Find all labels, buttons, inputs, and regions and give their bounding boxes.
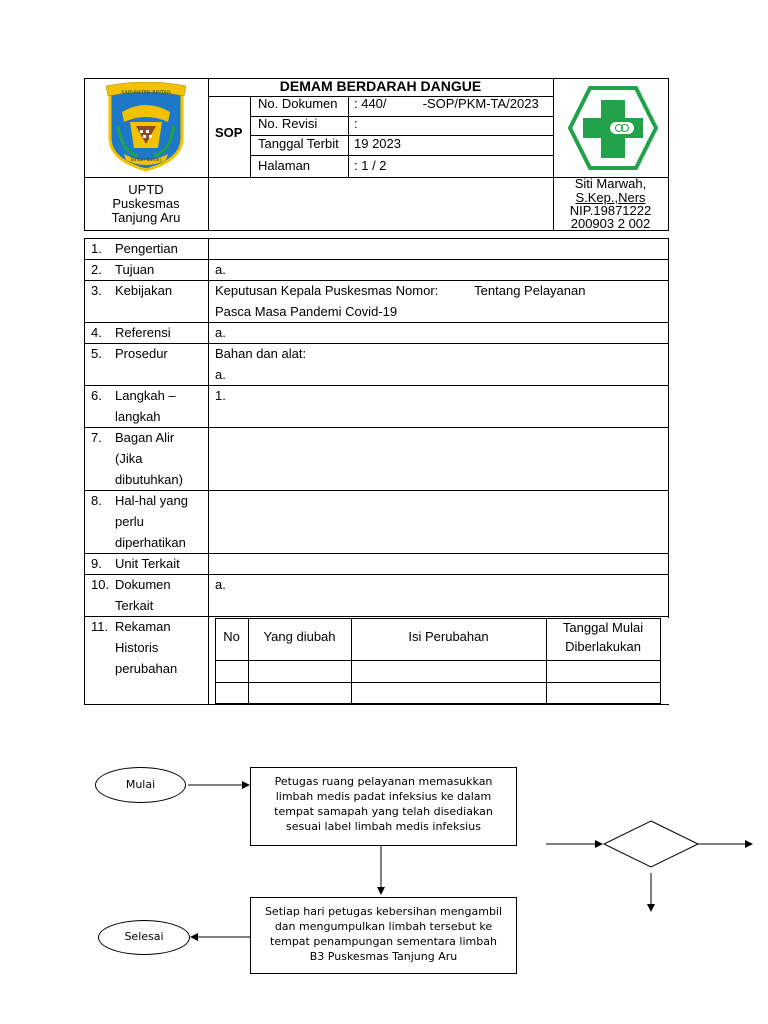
org-name-line: UPTD [128,182,164,197]
end-label: Selesai [124,930,164,943]
history-header-date: Tanggal Mulai [562,620,644,635]
step1-text-line: sesuai label limbah medis infeksius [286,820,481,833]
kabupaten-logo [104,82,188,172]
section-number: 9. [91,556,102,571]
section-label: Unit Terkait [115,556,180,571]
section-label: Dokumen [115,577,171,592]
section-content: a. [215,262,226,277]
section-label: perlu [115,514,144,529]
history-header-no: No [223,629,240,644]
section-number: 8. [91,493,102,508]
section-number: 2. [91,262,102,277]
history-header-date: Diberlakukan [565,639,641,654]
section-number: 5. [91,346,102,361]
section-label: dibutuhkan) [115,472,183,487]
start-label: Mulai [125,778,156,791]
section-label: diperhatikan [115,535,186,550]
section-content: a. [215,367,226,382]
section-label: Pengertian [115,241,178,256]
org-name-line: Tanjung Aru [111,210,181,225]
signer-nip: 200903 2 002 [570,216,651,231]
section-label: Referensi [115,325,171,340]
meta-label: Tanggal Terbit [258,136,339,151]
section-label: Prosedur [115,346,168,361]
step1-text-line: tempat samapah yang telah disediakan [274,805,493,818]
meta-label: Halaman [258,158,311,173]
section-label: Hal-hal yang [115,493,188,508]
step2-text-line: dan mengumpulkan limbah tersebut ke [274,920,493,933]
step1-text-line: limbah medis padat infeksius ke dalam [275,790,492,803]
section-content: Pasca Masa Pandemi Covid-19 [215,304,398,319]
logo-banner-text: KABUPATEN BINTAN [121,90,171,96]
section-number: 11. [91,619,109,634]
section-label: Tujuan [115,262,155,277]
meta-value: : [354,116,358,131]
section-content: a. [215,577,226,592]
meta-value: 19 2023 [354,136,401,151]
org-name-line: Puskesmas [112,196,180,211]
decision-diamond [604,821,698,867]
section-label: langkah [115,409,161,424]
section-label: Historis [115,640,159,655]
meta-value: : 1 / 2 [354,158,387,173]
section-label: (Jika [115,451,143,466]
meta-label: No. Dokumen [258,96,338,111]
section-number: 4. [91,325,102,340]
section-content: a. [215,325,226,340]
puskesmas-logo [568,86,658,170]
section-label: Kebijakan [115,283,173,298]
meta-label: No. Revisi [258,116,318,131]
signer-name: Siti Marwah, [574,176,647,191]
meta-value: : 440/ -SOP/PKM-TA/2023 [354,96,539,111]
section-label: Rekaman [115,619,171,634]
section-label: perubahan [115,661,178,676]
step2-text-line: B3 Puskesmas Tanjung Aru [309,950,458,963]
section-number: 3. [91,283,102,298]
signer-nip: NIP.19871222 [569,203,652,218]
sop-label: SOP [215,125,243,140]
section-number: 7. [91,430,102,445]
step2-text-line: Setiap hari petugas kebersihan mengambil [264,905,503,918]
history-header-content: Isi Perubahan [408,629,489,644]
document-title: DEMAM BERDARAH DANGUE [279,78,482,94]
step2-text-line: tempat penampungan sementara limbah [270,935,497,948]
step1-text-line: Petugas ruang pelayanan memasukkan [274,775,493,788]
section-label: Langkah – [115,388,176,403]
section-content: Bahan dan alat: [215,346,307,361]
logo-motto-text: Bintan Bahari [130,158,162,163]
signer-title: S.Kep.,Ners [575,190,646,205]
section-label: Bagan Alir [115,430,175,445]
history-header-changed: Yang diubah [263,629,336,644]
section-content: 1. [215,388,226,403]
section-number: 6. [91,388,102,403]
section-content: Keputusan Kepala Puskesmas Nomor: Tentang Pelayanan [215,283,586,298]
section-label: Terkait [115,598,154,613]
section-number: 10. [91,577,110,592]
section-number: 1. [91,241,102,256]
